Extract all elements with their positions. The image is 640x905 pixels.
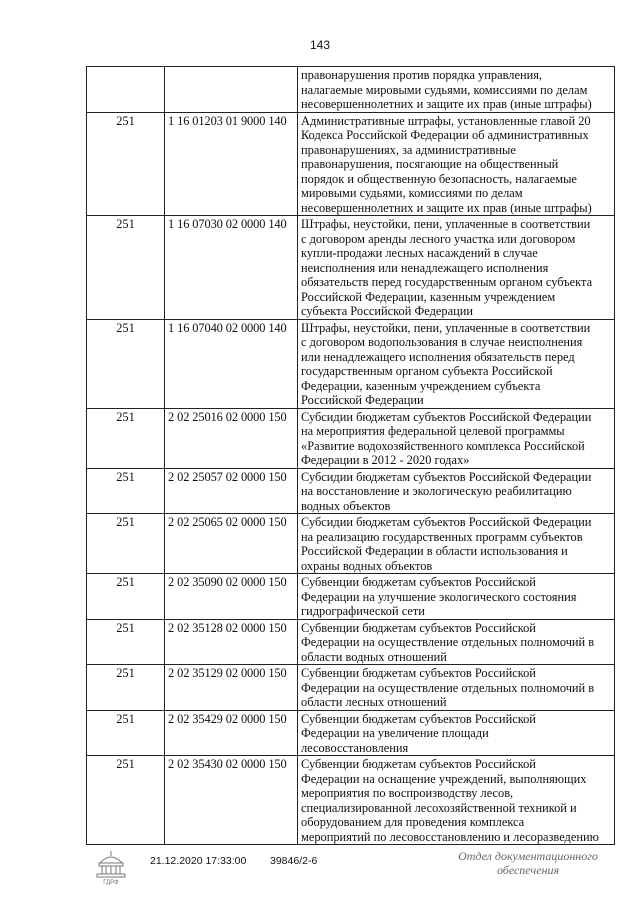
- revenue-name-line: на реализацию государственных программ субъектов: [301, 529, 583, 544]
- revenue-name-line: охраны водных объектов: [301, 558, 433, 573]
- revenue-name-cell: [298, 665, 615, 711]
- admin-code-cell: 251: [87, 468, 165, 514]
- revenue-name-line: Штрафы, неустойки, пени, уплаченные в соответствии: [301, 217, 591, 231]
- budget-code-cell: 1 16 07040 02 0000 140: [165, 319, 298, 408]
- revenue-name-line: купли-продажи лесных насаждений в случае: [301, 246, 538, 260]
- budget-code-cell: 2 02 35429 02 0000 150: [165, 710, 298, 756]
- revenue-name-cell: [298, 514, 615, 574]
- revenue-name-line: неисполнения или ненадлежащего исполнения: [301, 260, 549, 275]
- revenue-name-line: области лесных отношений: [301, 695, 447, 709]
- admin-code-cell: 251: [87, 710, 165, 756]
- revenue-name-line: Субвенции бюджетам субъектов Российской: [301, 757, 536, 771]
- revenue-name-line: Федерации, казенным учреждением субъекта: [301, 378, 541, 393]
- admin-code-cell: 251: [87, 665, 165, 711]
- revenue-name-line: порядок и общественную безопасность, налагаемые: [301, 171, 577, 186]
- revenue-name-line: Кодекса Российской Федерации об административных: [301, 128, 589, 142]
- revenue-name-line: Субвенции бюджетам субъектов Российской: [301, 575, 536, 589]
- revenue-name-cell: [298, 756, 615, 845]
- page-footer: [0, 847, 640, 897]
- table-row: [87, 665, 615, 711]
- revenue-name-cell: [298, 468, 615, 514]
- revenue-name-line: мировыми судьями, комиссиями по делам: [301, 186, 523, 200]
- revenue-name-line: обязательств перед государственным органом субъекта: [301, 275, 593, 289]
- revenue-name-line: Федерации на осуществление отдельных полномочий в: [301, 635, 595, 649]
- table-row: [87, 710, 615, 756]
- revenue-name-line: на мероприятия федеральной целевой программы: [301, 424, 565, 438]
- revenue-name-line: Субсидии бюджетам субъектов Российской Федерации: [301, 409, 592, 424]
- budget-code-cell: 2 02 35090 02 0000 150: [165, 574, 298, 620]
- budget-code-cell: 2 02 35128 02 0000 150: [165, 619, 298, 665]
- svg-text:ГДРФ: ГДРФ: [103, 880, 119, 885]
- table-row: [87, 112, 615, 216]
- budget-code-cell: 1 16 01203 01 9000 140: [165, 112, 298, 216]
- department-stamp: [448, 849, 608, 877]
- registration-number: 39846/2-6: [270, 855, 318, 867]
- revenue-name-line: правонарушения против порядка управления,: [301, 68, 542, 82]
- department-stamp-line1: Отдел документационного: [458, 849, 598, 863]
- revenue-name-cell: [298, 112, 615, 216]
- revenue-name-cell: [298, 574, 615, 620]
- admin-code-cell: 251: [87, 216, 165, 320]
- revenue-name-line: Федерации на оснащение учреждений, выполняющих: [301, 771, 587, 786]
- revenue-name-cell: [298, 319, 615, 408]
- revenue-name-line: оборудованием для проведения комплекса: [301, 815, 525, 829]
- revenue-name-line: или ненадлежащего исполнения обязательств перед: [301, 349, 575, 364]
- revenue-name-line: государственным органом субъекта Российской: [301, 364, 553, 378]
- table-row: [87, 216, 615, 320]
- table-row: [87, 619, 615, 665]
- admin-code-cell: 251: [87, 514, 165, 574]
- revenue-name-line: водных объектов: [301, 498, 391, 513]
- revenue-name-line: правонарушениях, за административные: [301, 142, 516, 157]
- admin-code-cell: 251: [87, 574, 165, 620]
- table-row: [87, 67, 615, 113]
- revenue-name-cell: [298, 619, 615, 665]
- budget-classification-table: [86, 66, 615, 845]
- revenue-name-line: субъекта Российской Федерации: [301, 304, 473, 318]
- revenue-name-line: правонарушения, посягающие на общественный: [301, 157, 559, 171]
- revenue-name-line: несовершеннолетних и защите их прав (иные штрафы): [301, 200, 592, 215]
- revenue-name-line: налагаемые мировыми судьями, комиссиями по делам: [301, 82, 588, 97]
- table-row: [87, 574, 615, 620]
- revenue-name-cell: [298, 710, 615, 756]
- revenue-name-line: Субсидии бюджетам субъектов Российской Федерации: [301, 469, 592, 484]
- revenue-name-line: Федерации в 2012 - 2020 годах»: [301, 453, 470, 467]
- revenue-name-line: Штрафы, неустойки, пени, уплаченные в соответствии: [301, 320, 591, 335]
- admin-code-cell: 251: [87, 408, 165, 468]
- revenue-name-line: Субсидии бюджетам субъектов Российской Федерации: [301, 515, 592, 529]
- budget-code-cell: 2 02 35430 02 0000 150: [165, 756, 298, 845]
- revenue-name-line: Российской Федерации, казенным учреждением: [301, 289, 556, 304]
- revenue-name-cell: [298, 216, 615, 320]
- revenue-name-line: гидрографической сети: [301, 604, 425, 618]
- table-row: [87, 319, 615, 408]
- admin-code-cell: 251: [87, 112, 165, 216]
- revenue-name-line: Субвенции бюджетам субъектов Российской: [301, 666, 536, 680]
- admin-code-cell: [87, 67, 165, 113]
- admin-code-cell: 251: [87, 756, 165, 845]
- table-row: [87, 756, 615, 845]
- revenue-name-line: области водных отношений: [301, 649, 447, 664]
- revenue-name-line: с договором водопользования в случае неисполнения: [301, 335, 583, 349]
- registration-timestamp: 21.12.2020 17:33:00: [150, 855, 247, 867]
- revenue-name-line: Субвенции бюджетам субъектов Российской: [301, 711, 536, 726]
- table-row: [87, 468, 615, 514]
- revenue-name-line: лесовосстановления: [301, 740, 409, 755]
- budget-code-cell: 2 02 35129 02 0000 150: [165, 665, 298, 711]
- revenue-name-line: «Развитие водохозяйственного комплекса Российской: [301, 438, 585, 453]
- table-body: [87, 67, 615, 845]
- budget-code-cell: 1 16 07030 02 0000 140: [165, 216, 298, 320]
- duma-building-logo-icon: [94, 849, 128, 885]
- revenue-name-line: Российской Федерации в области использования и: [301, 544, 568, 558]
- revenue-name-line: Федерации на улучшение экологического состояния: [301, 589, 577, 604]
- revenue-name-line: Федерации на осуществление отдельных полномочий в: [301, 680, 595, 695]
- budget-code-cell: 2 02 25016 02 0000 150: [165, 408, 298, 468]
- admin-code-cell: 251: [87, 319, 165, 408]
- revenue-name-line: Российской Федерации: [301, 393, 424, 407]
- admin-code-cell: 251: [87, 619, 165, 665]
- revenue-name-line: на восстановление и экологическую реабилитацию: [301, 484, 572, 498]
- table-row: [87, 408, 615, 468]
- budget-code-cell: 2 02 25057 02 0000 150: [165, 468, 298, 514]
- revenue-name-line: несовершеннолетних и защите их прав (иные штрафы): [301, 97, 592, 111]
- revenue-name-line: специализированной лесохозяйственной техникой и: [301, 800, 577, 815]
- revenue-name-line: мероприятий по лесовосстановлению и лесоразведению: [301, 829, 599, 844]
- revenue-name-line: Субвенции бюджетам субъектов Российской: [301, 620, 536, 635]
- revenue-name-line: Федерации на увеличение площади: [301, 726, 489, 740]
- revenue-name-line: Административные штрафы, установленные главой 20: [301, 113, 591, 128]
- budget-code-cell: 2 02 25065 02 0000 150: [165, 514, 298, 574]
- table-row: [87, 514, 615, 574]
- revenue-name-cell: [298, 67, 615, 113]
- revenue-name-line: мероприятия по воспроизводству лесов,: [301, 786, 514, 800]
- revenue-name-cell: [298, 408, 615, 468]
- revenue-name-line: с договором аренды лесного участка или договором: [301, 231, 576, 246]
- page-number: 143: [309, 38, 331, 52]
- budget-code-cell: [165, 67, 298, 113]
- department-stamp-line2: обеспечения: [496, 863, 560, 877]
